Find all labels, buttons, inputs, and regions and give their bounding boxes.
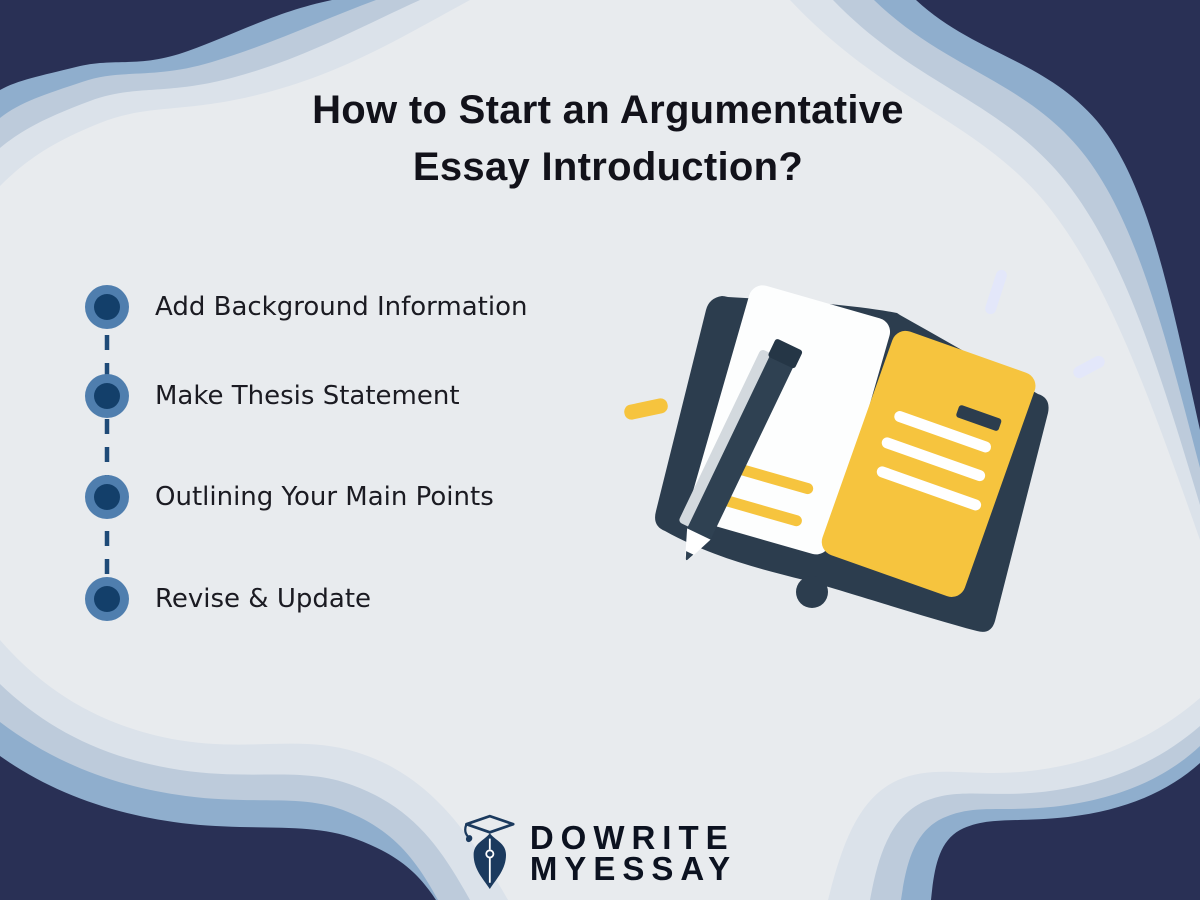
page-title: [16, 82, 1200, 196]
page-title-line1: How to Start an Argumentative: [312, 88, 904, 132]
bullet-marker-icon: [85, 374, 129, 418]
bullet-inner-dot: [94, 484, 120, 510]
bullet-inner-dot: [94, 383, 120, 409]
bullet-marker-icon: [85, 285, 129, 329]
yellow-dash-icon: [623, 397, 669, 421]
brand-name-line2: MYESSAY: [529, 850, 738, 887]
sparkle-icon: [1071, 354, 1107, 381]
bullet-inner-dot: [94, 294, 120, 320]
step-label: Make Thesis Statement: [155, 381, 460, 411]
step-label: Add Background Information: [155, 292, 528, 322]
open-book-illustration: [600, 240, 1120, 670]
step-item-4: [85, 577, 371, 621]
bullet-marker-icon: [85, 577, 129, 621]
book-tab: [796, 576, 828, 608]
pen-nib-graduation-cap-icon: [463, 813, 517, 893]
bullet-inner-dot: [94, 586, 120, 612]
bottom-right-wave: [828, 698, 1200, 900]
step-item-3: [85, 475, 494, 519]
step-item-1: [85, 285, 527, 329]
sparkle-icon: [984, 268, 1009, 315]
brand-logo: [463, 813, 737, 893]
page-title-line2: Essay Introduction?: [412, 145, 804, 189]
brand-name: [529, 819, 738, 887]
step-label: Outlining Your Main Points: [155, 482, 494, 512]
bullet-marker-icon: [85, 475, 129, 519]
bottom-left-wave: [0, 640, 508, 900]
step-item-2: [85, 374, 460, 418]
step-label: Revise & Update: [155, 584, 372, 614]
brand-name-line1: DOWRITE: [529, 819, 735, 856]
